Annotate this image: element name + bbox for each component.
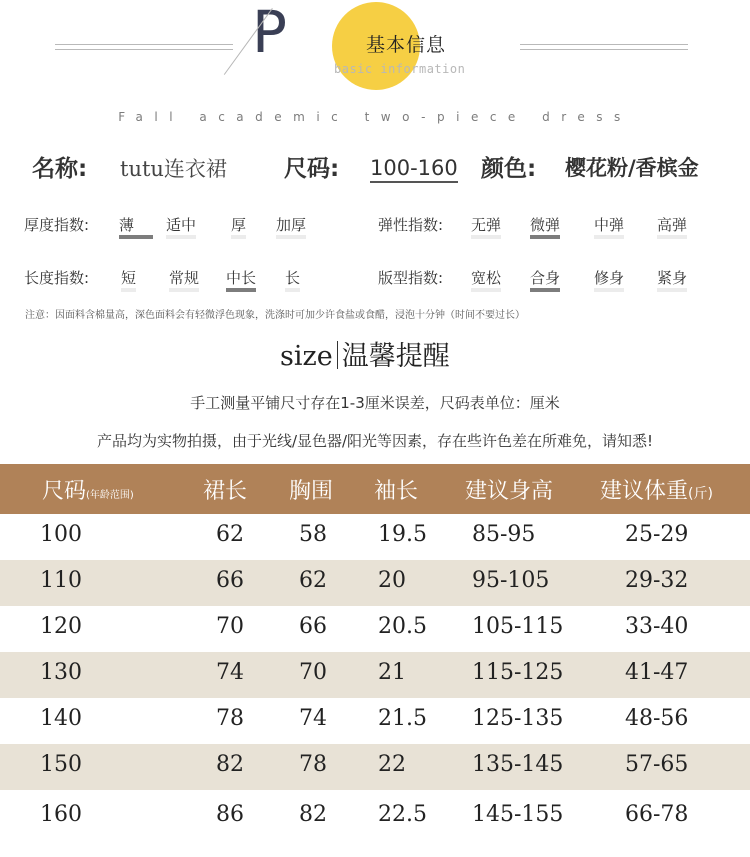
- header-chest: 胸围: [289, 479, 334, 504]
- size-label: 尺码:: [284, 156, 340, 182]
- cell-skirt: 66: [216, 568, 244, 593]
- cell-height: 115-125: [472, 660, 564, 685]
- cell-chest: 70: [299, 660, 327, 685]
- header-rule-left-2: [55, 49, 233, 50]
- cell-weight: 33-40: [625, 614, 689, 639]
- header-skirt-length: 裙长: [203, 479, 248, 504]
- fit-option-slim: 修身: [594, 267, 624, 292]
- header-rule-left-1: [55, 44, 233, 45]
- cell-chest: 66: [299, 614, 327, 639]
- table-row: [0, 606, 750, 652]
- cell-height: 125-135: [472, 706, 564, 731]
- cell-chest: 82: [299, 802, 327, 827]
- elasticity-option-slight: 微弹: [530, 214, 560, 239]
- fit-option-regular: 合身: [530, 267, 560, 292]
- length-option-short: 短: [121, 267, 136, 292]
- cell-sleeve: 20.5: [378, 614, 427, 639]
- cell-skirt: 78: [216, 706, 244, 731]
- length-option-midi: 中长: [226, 267, 256, 292]
- name-value: tutu连衣裙: [120, 157, 227, 181]
- cell-height: 135-145: [472, 752, 564, 777]
- elasticity-label: 弹性指数:: [378, 216, 444, 234]
- table-row: [0, 652, 750, 698]
- cell-chest: 58: [299, 522, 327, 547]
- logo-letter: P: [252, 0, 287, 66]
- cell-sleeve: 21: [378, 660, 406, 685]
- size-reminder-title-left: size: [280, 341, 333, 372]
- cell-size: 150: [40, 752, 82, 777]
- size-value: 100-160: [370, 155, 458, 181]
- cell-skirt: 70: [216, 614, 244, 639]
- header-rule-right-1: [520, 44, 688, 45]
- color-label: 颜色:: [481, 156, 537, 182]
- fit-option-tight: 紧身: [657, 267, 687, 292]
- thickness-option-thick: 厚: [231, 214, 246, 239]
- thickness-option-extra-thick: 加厚: [276, 214, 306, 239]
- thickness-option-thin: 薄: [119, 214, 153, 239]
- thickness-option-medium: 适中: [166, 214, 196, 239]
- cell-weight: 48-56: [625, 706, 689, 731]
- cell-skirt: 86: [216, 802, 244, 827]
- section-title: 基本信息: [366, 34, 447, 56]
- table-row: [0, 794, 750, 842]
- cell-height: 105-115: [472, 614, 564, 639]
- header-weight: 建议体重(斤): [600, 479, 713, 504]
- header-rule-right-2: [520, 49, 688, 50]
- cell-skirt: 82: [216, 752, 244, 777]
- cell-sleeve: 19.5: [378, 522, 427, 547]
- cell-chest: 62: [299, 568, 327, 593]
- care-note: 注意：因面料含棉量高，深色面料会有轻微浮色现象，洗涤时可加少许食盐或食醋，浸泡十分钟（时间不要过长）: [25, 310, 525, 321]
- cell-size: 120: [40, 614, 82, 639]
- cell-height: 145-155: [472, 802, 564, 827]
- cell-chest: 78: [299, 752, 327, 777]
- cell-sleeve: 22: [378, 752, 406, 777]
- cell-sleeve: 21.5: [378, 706, 427, 731]
- table-row: [0, 698, 750, 744]
- cell-weight: 57-65: [625, 752, 689, 777]
- cell-sleeve: 20: [378, 568, 406, 593]
- cell-weight: 41-47: [625, 660, 689, 685]
- header-height: 建议身高: [465, 479, 554, 504]
- cell-chest: 74: [299, 706, 327, 731]
- size-table-header: [0, 464, 750, 514]
- cell-weight: 29-32: [625, 568, 689, 593]
- fit-option-loose: 宽松: [471, 267, 501, 292]
- length-label: 长度指数:: [24, 269, 90, 287]
- section-title-en: basic information: [334, 62, 466, 76]
- header-sleeve: 袖长: [374, 479, 419, 504]
- dress-subtitle: Fall academic two-piece dress: [118, 110, 632, 124]
- elasticity-option-medium: 中弹: [594, 214, 624, 239]
- table-row: [0, 560, 750, 606]
- table-row: [0, 744, 750, 790]
- thickness-label: 厚度指数:: [24, 216, 90, 234]
- header-size: 尺码(年龄范围): [42, 479, 134, 504]
- elasticity-option-high: 高弹: [657, 214, 687, 239]
- cell-skirt: 62: [216, 522, 244, 547]
- length-option-long: 长: [285, 267, 300, 292]
- cell-skirt: 74: [216, 660, 244, 685]
- cell-sleeve: 22.5: [378, 802, 427, 827]
- cell-height: 85-95: [472, 522, 536, 547]
- fit-label: 版型指数:: [378, 269, 444, 287]
- size-reminder-title-right: 温馨提醒: [341, 341, 450, 372]
- cell-size: 160: [40, 802, 82, 827]
- cell-size: 100: [40, 522, 82, 547]
- color-value: 樱花粉/香槟金: [565, 156, 699, 180]
- color-difference-notice: 产品均为实物拍摄，由于光线/显色器/阳光等因素，存在些许色差在所难免，请知悉!: [96, 432, 654, 450]
- length-option-regular: 常规: [169, 267, 199, 292]
- cell-height: 95-105: [472, 568, 550, 593]
- elasticity-option-none: 无弹: [471, 214, 501, 239]
- measurement-notice: 手工测量平铺尺寸存在1-3厘米误差，尺码表单位：厘米: [190, 394, 560, 412]
- cell-size: 140: [40, 706, 82, 731]
- cell-size: 130: [40, 660, 82, 685]
- cell-size: 110: [40, 568, 82, 593]
- name-label: 名称:: [32, 156, 88, 182]
- cell-weight: 25-29: [625, 522, 689, 547]
- cell-weight: 66-78: [625, 802, 689, 827]
- size-reminder-title: [280, 334, 450, 373]
- table-row: [0, 514, 750, 560]
